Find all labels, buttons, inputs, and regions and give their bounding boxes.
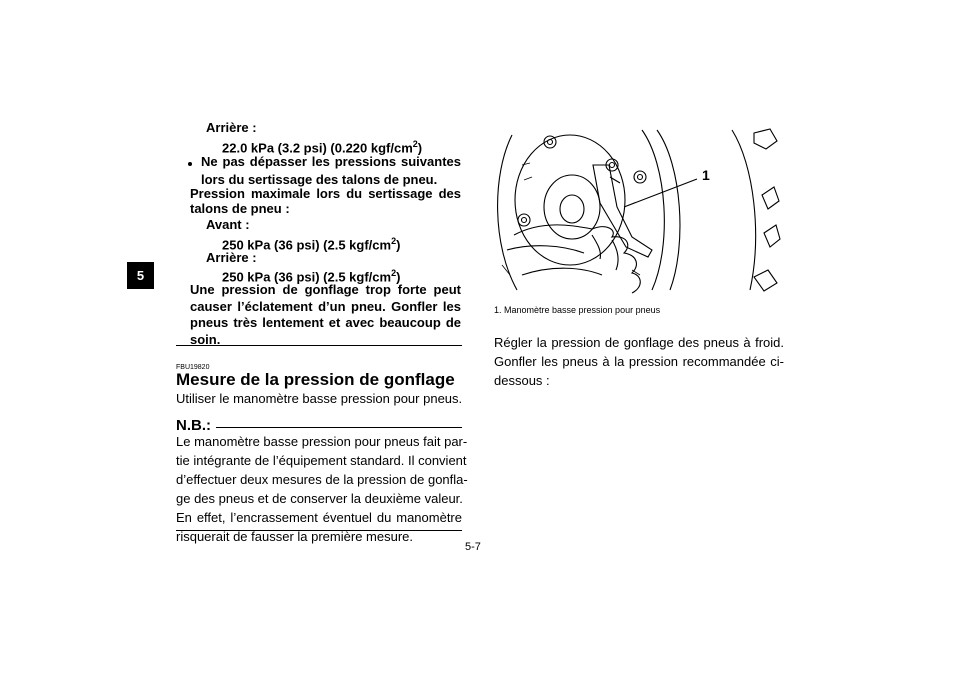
nb-line: tie intégrante de l’équipement standard. Il convient [176,453,467,468]
nb-line: ge des pneus et de conserver la deuxième valeur. [176,491,463,506]
nb-rule [216,427,462,428]
warning-line-1: Une pression de gonflage trop forte peut [190,282,461,297]
chapter-tab [127,262,154,289]
nb-line: d’effectuer deux mesures de la pression de gonfla- [176,472,468,487]
nb-line: En effet, l’encrassement éventuel du manomètre [176,510,462,525]
nb-line: Le manomètre basse pression pour pneus fait par- [176,434,468,449]
nb-line: risquerait de fausser la première mesure. [176,529,413,544]
bullet-icon [188,162,192,166]
chapter-number: 5 [136,268,145,283]
bullet-line-1: Ne pas dépasser les pressions suivantes [201,154,461,169]
warning-line-3: pneus très lentement et avec beaucoup de [190,315,461,330]
right-paragraph [494,333,784,390]
para-line: Gonfler les pneus à la pression recommandée ci- [494,354,784,369]
para-line: dessous : [494,373,550,388]
divider [176,345,462,346]
front-label: Avant : [206,217,250,232]
figure-callout: 1 [702,167,710,183]
max-pressure-line-1: Pression maximale lors du sertissage des [190,186,461,201]
warning-line-4: soin. [190,332,221,347]
rear-value-2: 250 kPa (36 psi) (2.5 kgf/$cm^2$) [222,268,401,285]
rear-label-2: Arrière : [206,250,257,265]
max-pressure-line-2: talons de pneu : [190,201,290,216]
rear-pressure-label: Arrière : [206,120,257,135]
tire-gauge-illustration [492,125,782,295]
rear-pressure-value: 22.0 kPa (3.2 psi) (0.220 kgf/$cm^2$) [222,139,423,156]
section-code: FBU19820 [176,364,210,371]
nb-end-rule [176,530,462,531]
para-line: Régler la pression de gonflage des pneus à froid. [494,335,784,350]
front-value: 250 kPa (36 psi) (2.5 kgf/$cm^2$) [222,236,401,253]
figure-caption: 1. Manomètre basse pression pour pneus [494,305,661,315]
intro-text: Utiliser le manomètre basse pression pour pneus. [176,391,463,406]
bullet-line-2: lors du sertissage des talons de pneu. [201,172,438,187]
page-number: 5-7 [465,541,481,553]
nb-text [176,432,468,546]
warning-line-2: causer l’éclatement d’un pneu. Gonfler les [190,299,461,314]
section-title: Mesure de la pression de gonflage [176,370,455,389]
nb-label: N.B.: [176,417,211,434]
